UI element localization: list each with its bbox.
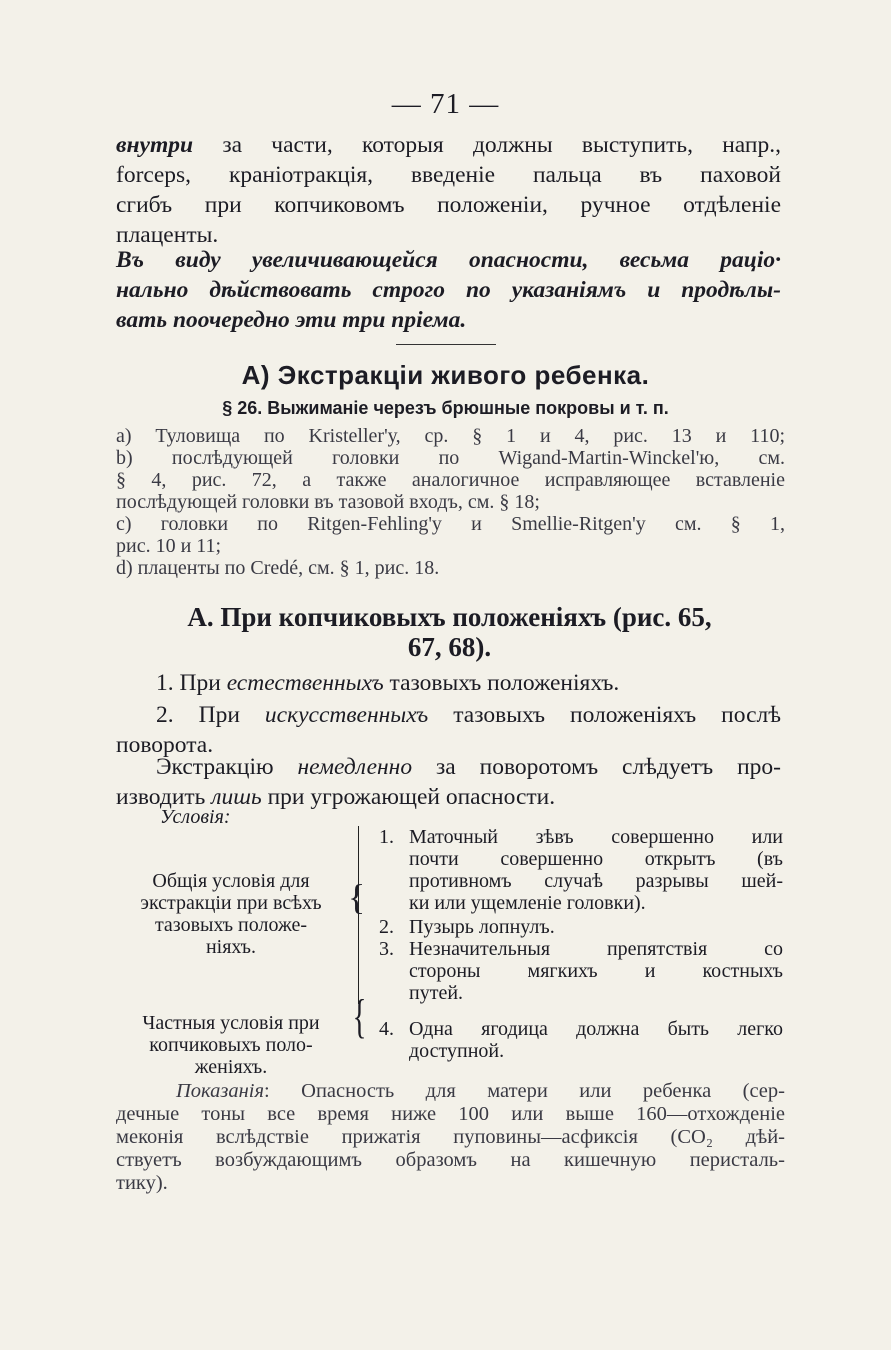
numbered-item-1: 1. При естественныхъ тазовыхъ положеніяхъ. [156,670,620,696]
warning-paragraph: Въ виду увеличивающейся опасности, весьма раціо· нально дѣйствовать строго по указаніямъ и продѣлы- вать поочередно эти три пріема. [116,247,781,333]
section-title: А) Экстракціи живого ребенка. [241,360,650,390]
page-number: — 71 — [391,88,500,120]
indications-label: Показанія [176,1080,265,1102]
numbered-item-2: 2. При искусственныхъ тазовыхъ положеніяхъ послѣ поворота. [116,702,781,758]
methods-list: а) Туловища по Kristeller'у, ср. § 1 и 4, рис. 13 и 110; b) послѣдующей головки по Wigand-Martin-Winckel'ю, см. § 4, рис. 72, а также аналогичное исправляющее вставленіе послѣдующей головки въ тазовой входъ, см. § 18; c) головки по Ritgen-Fehling'у и Smellie-Ritgen'у см. § 1, рис. 10 и 11; d) плаценты по Credé, см. § 1, рис. 18. [116,425,785,579]
subsection-title: § 26. Выжиманіе черезъ брюшные покровы и т. п. [222,398,669,418]
intro-paragraph: внутри за части, которыя должны выступить, напр., forceps, краніотракція, введеніе пальца въ паховой сгибъ при копчиковомъ положеніи, ручное отдѣленіе плаценты. [116,132,781,248]
indications-paragraph: Показанія: Опасность для матери или ребенка (сер- дечные тоны все время ниже 100 или выше 160—отхожденіе меконія вслѣдствіе прижатія пуповины—асфиксія (CO₂ дѣй- ствуетъ возбуждающимъ образомъ на кишечную перисталь- тику). [116,1080,785,1194]
brace-general: { [348,877,366,917]
divider-rule [396,344,496,345]
private-conditions-label: Частныя условія при копчиковыхъ поло- женіяхъ. [142,1012,320,1078]
extraction-paragraph: Экстракцію немедленно за поворотомъ слѣдуетъ про- изводить лишь при угрожающей опасности. [116,754,781,810]
intro-emphasis: внутри [116,132,194,158]
conditions-label: Условія: [160,806,231,828]
chapter-heading: А. При копчиковыхъ положеніяхъ (рис. 65, 67, 68). [187,602,712,662]
general-conditions-label: Общія условія для экстракціи при всѣхъ тазовыхъ положе- ніяхъ. [140,870,322,958]
brace-private: { [352,990,367,1043]
book-page: — 71 — внутри за части, которыя должны выступить, напр., forceps, краніотракція, введеніе пальца въ паховой сгибъ при копчиковомъ положеніи, ручное отдѣленіе плаценты. Въ виду увеличивающейся опасности, весьма раціо· нально дѣйствовать строго по указаніямъ и продѣлы- вать поочередно эти три пріема. А) Экстракціи живого ребенка. § 26. Выжиманіе черезъ брюшные покровы и т. п. а) Туловища по Kristeller'у, ср. § 1 и 4, рис. 13 и 110; b) послѣдующей головки по Wigand-Martin-Winckel'ю, см. § 4, рис. 72, а также аналогичное исправляющее вставленіе послѣдующей головки въ тазовой входъ, см. § 18; c) головки по Ritgen-Fehling'у и Smellie-Ritgen'у см. § 1, рис. 10 и 11; d) плаценты по Credé, см. § 1, рис. 18. А. При копчиковыхъ положеніяхъ (рис. 65, 67, 68). 1. При естественныхъ тазовыхъ положеніяхъ. 2. При искусственныхъ тазовыхъ положеніяхъ послѣ поворота. Экстракцію немедленно за поворотомъ слѣдуетъ про- изводить лишь при угрожающей опасности. Условія: Общія условія для экстракціи при всѣхъ тазовыхъ положе- ніяхъ. { Частныя условія при копчиковыхъ поло- женіяхъ. { 1. Маточный зѣвъ совершенно или почти совершенно открытъ (въ противномъ случаѣ разрывы шей- ки или ущемленіе головки). 2. Пузырь лопнулъ. 3. Незначительныя препятствія со стороны мягкихъ и костныхъ путей. 4. Одна ягодица должна быть легко доступной. Показанія: Опасность для матери или ребенка (сер- дечные тоны все время ниже 100 или выше 160—отхожденіе меконія вслѣдствіе прижатія пуповины—асфиксія (CO₂ дѣй- ствуетъ возбуждающимъ образомъ на кишечную перисталь- тику). [0,0,891,1350]
